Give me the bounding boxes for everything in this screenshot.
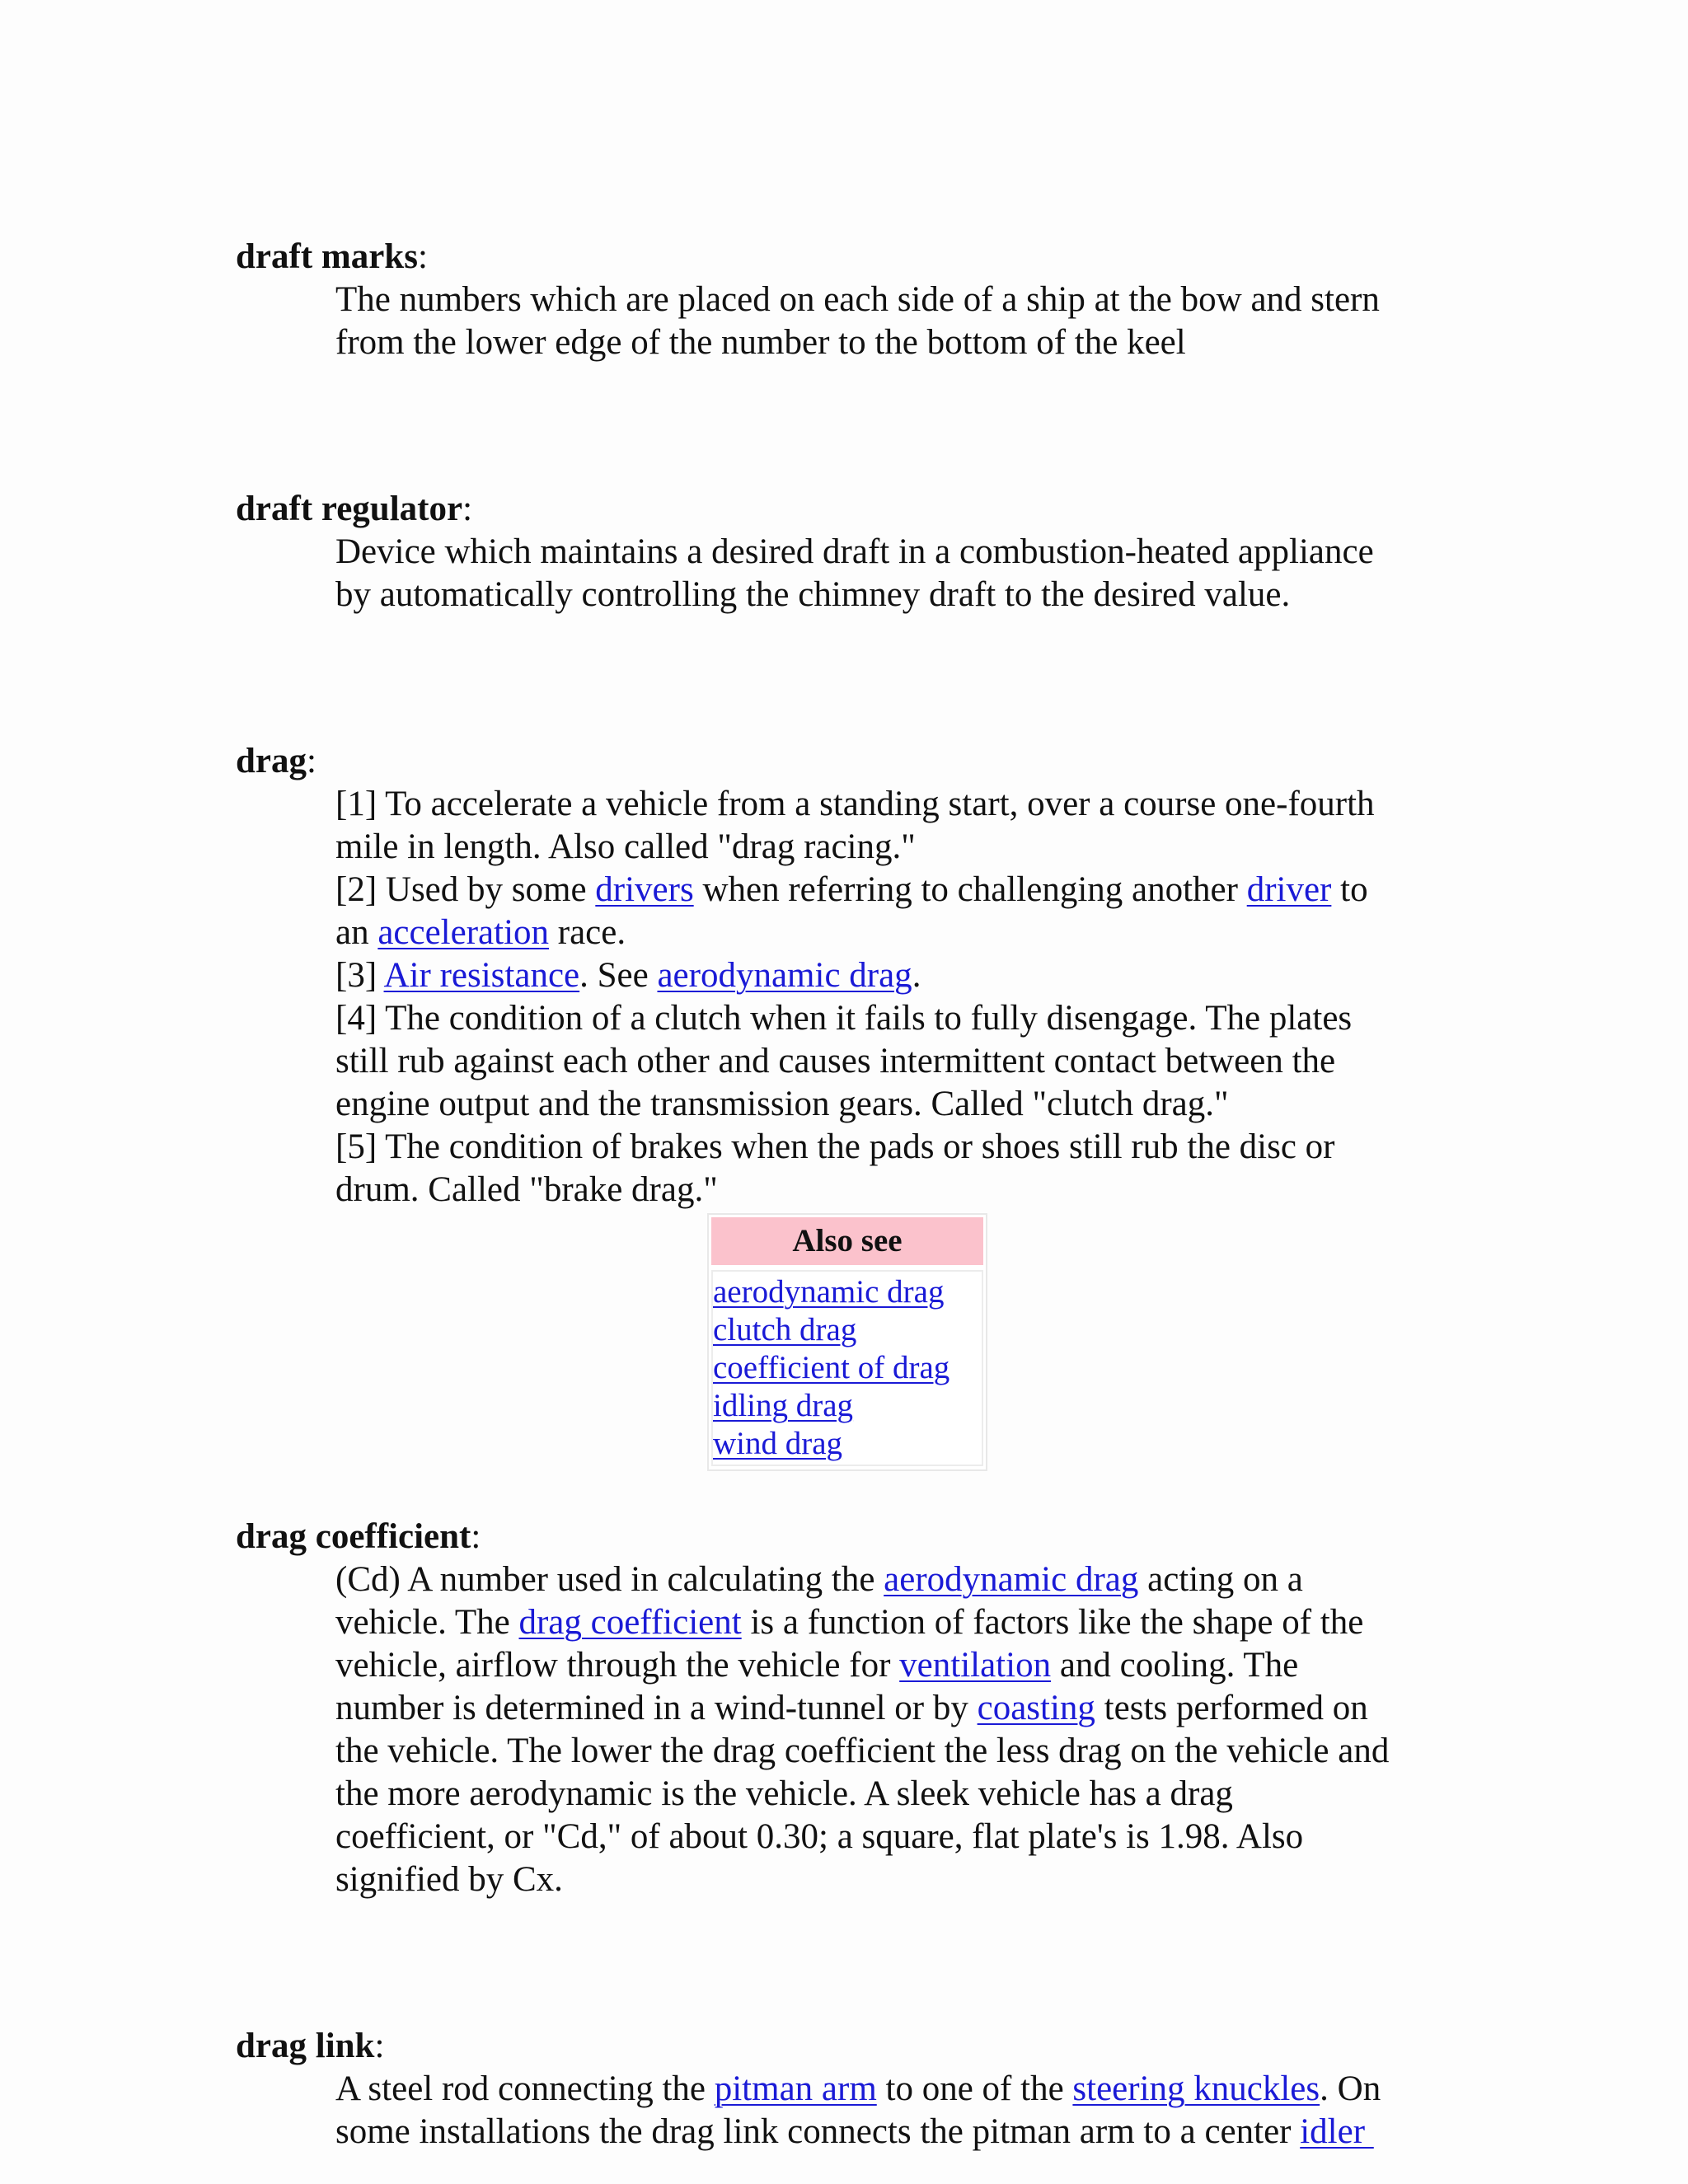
also-see-link[interactable]: aerodynamic drag	[713, 1274, 945, 1310]
term-colon: :	[471, 1517, 481, 1556]
term-line	[236, 2025, 1456, 2068]
spacer	[236, 616, 1456, 740]
link-driver[interactable]: driver	[1246, 870, 1332, 909]
term-colon: :	[417, 237, 428, 276]
definition-line	[335, 2068, 1456, 2111]
text-run: an	[335, 913, 378, 952]
spacer	[236, 364, 1456, 488]
definition	[335, 1558, 1456, 1901]
term-title: draft regulator	[236, 490, 463, 528]
definition	[335, 2068, 1456, 2154]
text-run: some installations the drag link connects the pitman arm to a center	[335, 2112, 1301, 2151]
term-line	[236, 1516, 1456, 1558]
definition-line: [1] To accelerate a vehicle from a standing start, over a course one-fourth	[335, 785, 1375, 823]
definition-line	[335, 2111, 1456, 2154]
text-run: A steel rod connecting the	[335, 2069, 715, 2108]
text-run: number is determined in a wind-tunnel or by	[335, 1689, 978, 1727]
definition	[335, 531, 1456, 616]
link-acceleration[interactable]: acceleration	[377, 913, 550, 952]
also-see-link[interactable]: wind drag	[713, 1426, 843, 1461]
term-colon: :	[462, 490, 473, 528]
entry-draft-regulator	[236, 488, 1456, 616]
text-run: to	[1331, 870, 1368, 909]
text-run: . See	[579, 956, 658, 995]
term-line	[236, 488, 1456, 531]
term-colon: :	[374, 2027, 385, 2065]
definition-line: mile in length. Also called "drag racing."	[335, 827, 916, 866]
definition-line: coefficient, or "Cd," of about 0.30; a square, flat plate's is 1.98. Also	[335, 1817, 1304, 1856]
definition-line: drum. Called "brake drag."	[335, 1170, 718, 1209]
definition-line: The numbers which are placed on each side of a ship at the bow and stern	[335, 280, 1380, 319]
text-run: race.	[549, 913, 626, 952]
glossary-page	[236, 236, 1456, 2154]
also-see-title: Also see	[711, 1217, 983, 1265]
definition-line: engine output and the transmission gears. Called "clutch drag."	[335, 1085, 1229, 1123]
term-colon: :	[307, 742, 316, 780]
definition-line: [4] The condition of a clutch when it fails to fully disengage. The plates	[335, 999, 1353, 1038]
term-title: draft marks	[236, 237, 418, 276]
definition-line: [5] The condition of brakes when the pads or shoes still rub the disc or	[335, 1127, 1335, 1166]
text-run: [2] Used by some	[335, 870, 596, 909]
definition-line: the vehicle. The lower the drag coefficient the less drag on the vehicle and	[335, 1732, 1390, 1770]
also-see-list	[711, 1270, 983, 1466]
entry-drag-coefficient	[236, 1516, 1456, 1901]
term-title: drag coefficient	[236, 1517, 471, 1556]
text-run: tests performed on	[1095, 1689, 1368, 1727]
link-ventilation[interactable]: ventilation	[899, 1646, 1052, 1685]
also-see-box	[707, 1213, 987, 1471]
definition-line	[335, 1644, 1456, 1687]
text-run: vehicle, airflow through the vehicle for	[335, 1646, 900, 1685]
link-idler[interactable]: idler	[1300, 2112, 1374, 2151]
link-steering-knuckles[interactable]: steering knuckles	[1072, 2069, 1320, 2108]
term-line	[236, 740, 1456, 783]
link-drag-coefficient[interactable]: drag coefficient	[518, 1603, 742, 1642]
also-see-link[interactable]: idling drag	[713, 1388, 854, 1423]
entry-drag	[236, 740, 1456, 1471]
link-pitman-arm[interactable]: pitman arm	[714, 2069, 877, 2108]
text-run: .	[912, 956, 921, 995]
definition-line	[335, 954, 1456, 997]
term-line	[236, 236, 1456, 279]
text-run: acting on a	[1138, 1560, 1303, 1599]
text-run: is a function of factors like the shape of the	[741, 1603, 1364, 1642]
spacer	[236, 1901, 1456, 2025]
definition-line: the more aerodynamic is the vehicle. A sleek vehicle has a drag	[335, 1774, 1233, 1813]
definition-line	[335, 912, 1456, 954]
link-coasting[interactable]: coasting	[977, 1689, 1095, 1727]
definition-line: from the lower edge of the number to the bottom of the keel	[335, 323, 1186, 362]
link-aerodynamic-drag[interactable]: aerodynamic drag	[657, 956, 912, 995]
definition-line: Device which maintains a desired draft in a combustion-heated appliance	[335, 532, 1374, 571]
text-run: when referring to challenging another	[693, 870, 1247, 909]
definition-line: still rub against each other and causes intermittent contact between the	[335, 1042, 1336, 1080]
text-run: vehicle. The	[335, 1603, 519, 1642]
definition-line	[335, 869, 1456, 912]
link-drivers[interactable]: drivers	[595, 870, 694, 909]
text-run: to one of the	[876, 2069, 1073, 2108]
text-run: . On	[1320, 2069, 1381, 2108]
link-air-resistance[interactable]: Air resistance	[383, 956, 580, 995]
term-title: drag	[236, 742, 307, 780]
text-run: [3]	[335, 956, 384, 995]
spacer	[236, 1471, 1456, 1516]
link-aerodynamic-drag[interactable]: aerodynamic drag	[884, 1560, 1139, 1599]
definition-line	[335, 1601, 1456, 1644]
definition	[335, 783, 1456, 1212]
definition	[335, 279, 1456, 364]
term-title: drag link	[236, 2027, 375, 2065]
also-see-link[interactable]: clutch drag	[713, 1312, 857, 1347]
text-run: (Cd) A number used in calculating the	[335, 1560, 884, 1599]
entry-drag-link	[236, 2025, 1456, 2154]
definition-line: signified by Cx.	[335, 1860, 563, 1899]
text-run: and cooling. The	[1051, 1646, 1299, 1685]
definition-line	[335, 1687, 1456, 1730]
definition-line	[335, 1558, 1456, 1601]
entry-draft-marks	[236, 236, 1456, 364]
definition-line: by automatically controlling the chimney draft to the desired value.	[335, 575, 1291, 614]
also-see-link[interactable]: coefficient of drag	[713, 1350, 950, 1385]
